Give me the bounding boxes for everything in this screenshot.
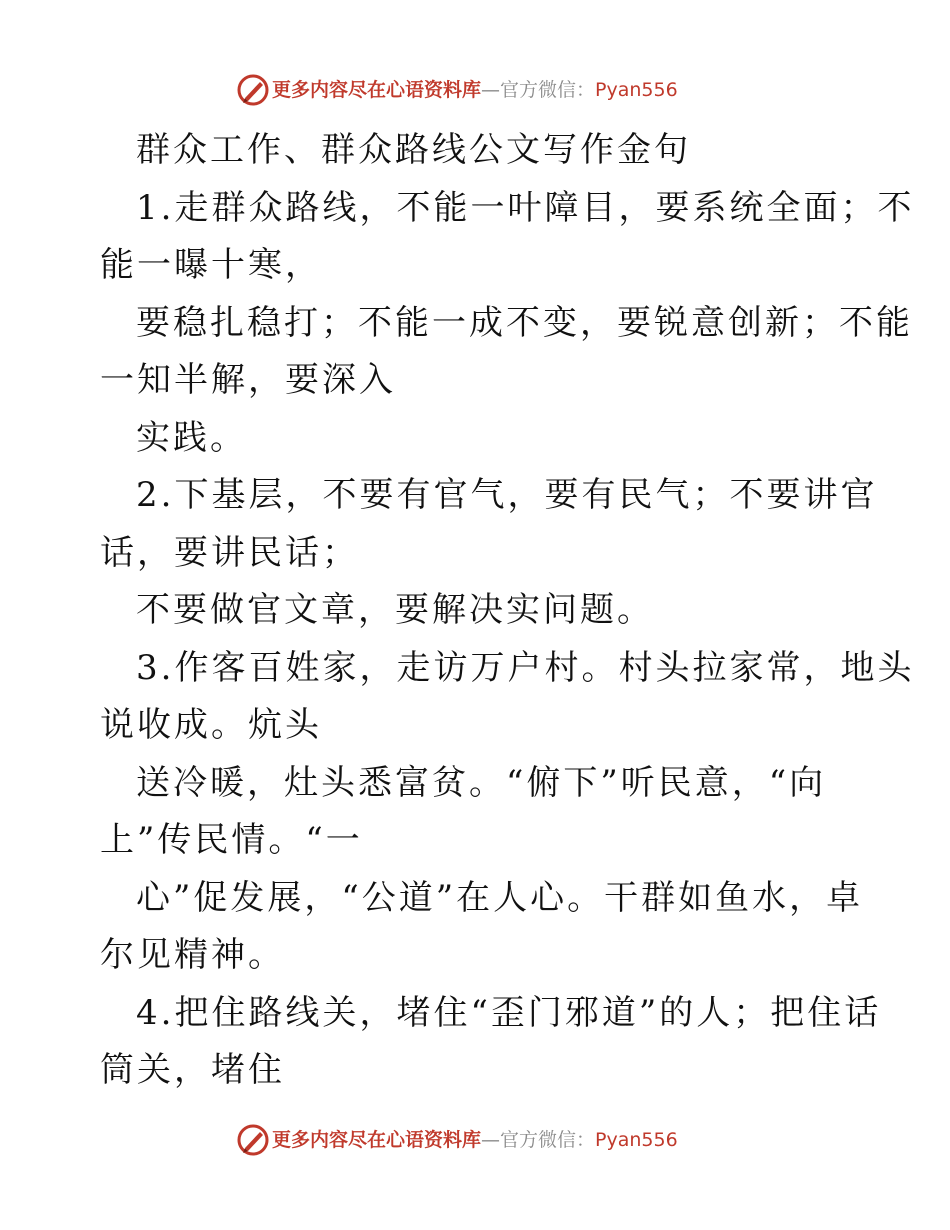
document-line: 实践。 bbox=[136, 417, 247, 458]
document-line: 送冷暖，灶头悉富贫。“俯下”听民意，“向 bbox=[136, 762, 827, 803]
document-line: 2.下基层，不要有官气，要有民气；不要讲官 bbox=[136, 475, 878, 515]
document-line: 一知半解，要深入 bbox=[100, 360, 396, 400]
document-line: 能一曝十寒， bbox=[100, 245, 322, 285]
footer-watermark-banner bbox=[0, 1120, 950, 1160]
document-line: 要稳扎稳打；不能一成不变，要锐意创新；不能 bbox=[136, 302, 913, 343]
document-line: 心”促发展，“公道”在人心。干群如鱼水，卓 bbox=[136, 877, 864, 918]
document-line: 3.作客百姓家，走访万户村。村头拉家常，地头 bbox=[136, 647, 915, 688]
banner-text bbox=[272, 1128, 678, 1152]
document-line: 4.把住路线关，堵住“歪门邪道”的人；把住话 bbox=[136, 992, 882, 1033]
document-line: 筒关，堵住 bbox=[100, 1050, 285, 1090]
pen-logo-icon bbox=[236, 73, 270, 107]
banner-wechat-id: Pyan556 bbox=[595, 79, 678, 101]
banner-wechat-id: Pyan556 bbox=[595, 1129, 678, 1151]
banner-library-name: 更多内容尽在心语资料库 bbox=[272, 79, 482, 101]
document-line: 说收成。炕头 bbox=[100, 705, 322, 745]
document-line: 尔见精神。 bbox=[100, 935, 285, 975]
banner-text bbox=[272, 78, 678, 102]
banner-wechat-label: —官方微信： bbox=[481, 79, 596, 101]
document-line: 话，要讲民话； bbox=[100, 532, 359, 573]
banner-library-name: 更多内容尽在心语资料库 bbox=[272, 1129, 482, 1151]
document-line: 不要做官文章，要解决实问题。 bbox=[136, 590, 654, 630]
document-title: 群众工作、群众路线公文写作金句 bbox=[136, 130, 691, 170]
pen-logo-icon bbox=[236, 1123, 270, 1157]
banner-wechat-label: —官方微信： bbox=[481, 1129, 596, 1151]
header-watermark-banner bbox=[0, 70, 950, 110]
document-body bbox=[100, 122, 915, 1100]
document-line: 1.走群众路线，不能一叶障目，要系统全面；不 bbox=[136, 187, 915, 228]
document-line: 上”传民情。“一 bbox=[100, 820, 363, 860]
